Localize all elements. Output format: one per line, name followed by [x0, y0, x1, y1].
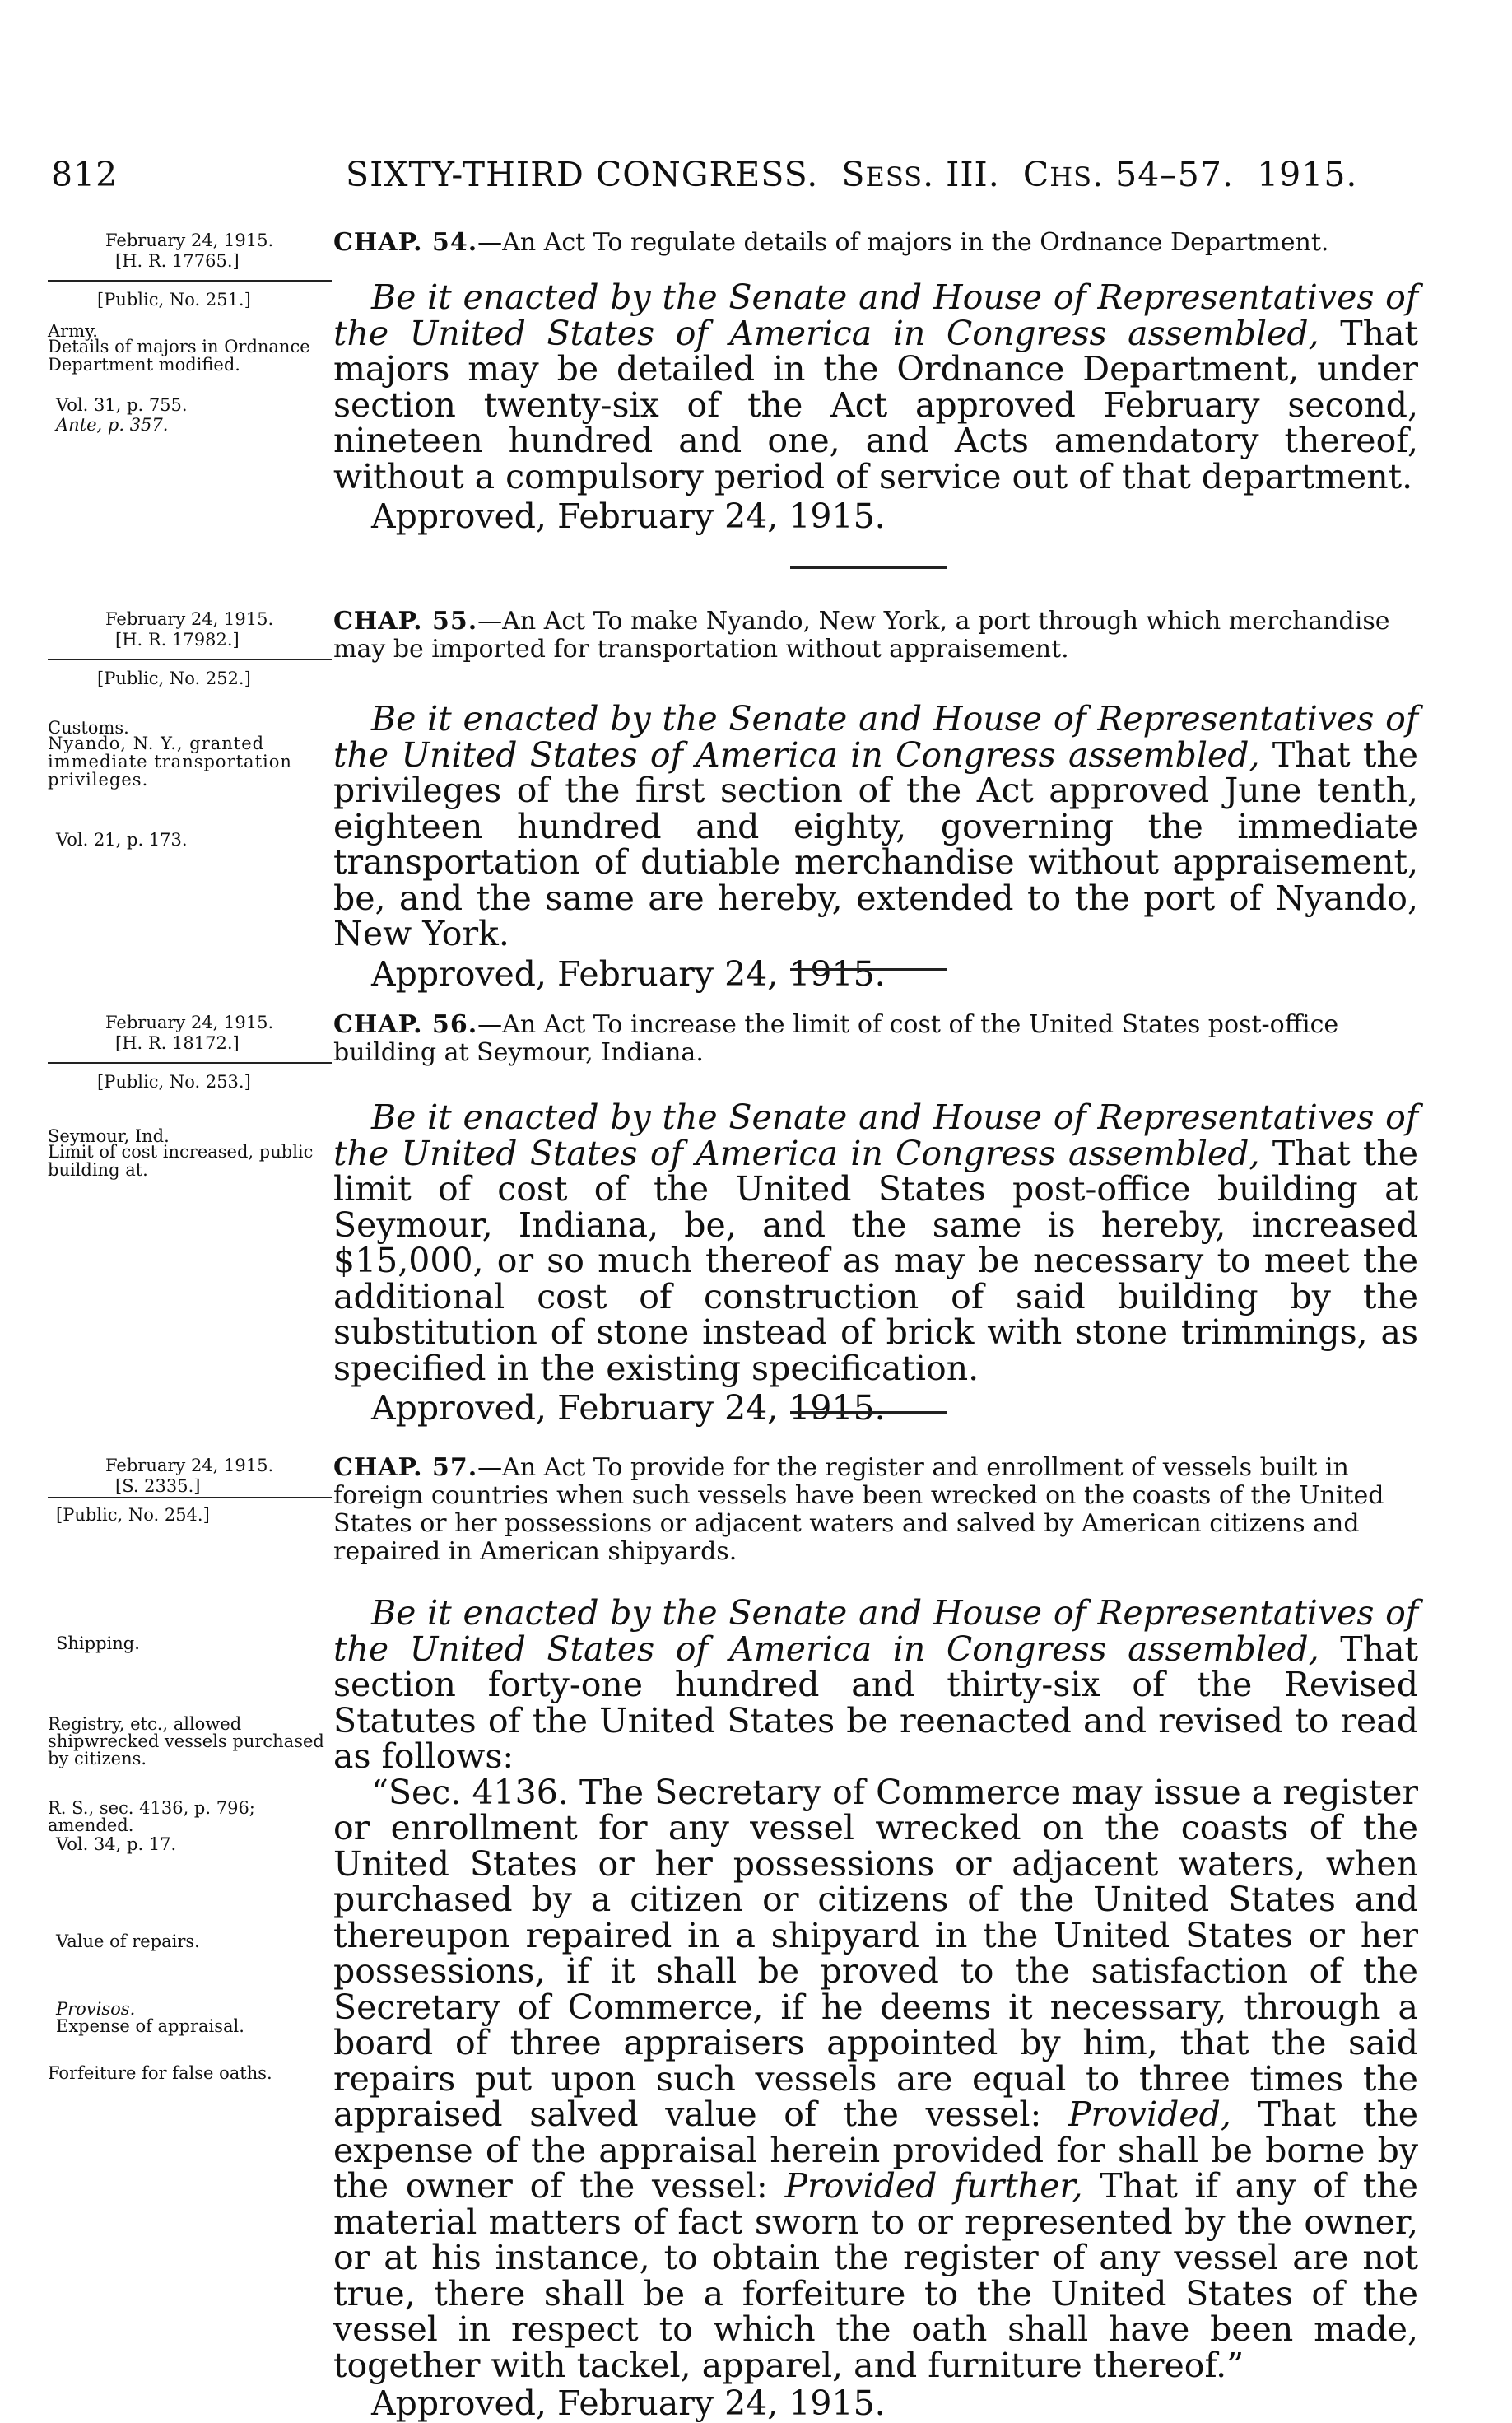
margin-note: Nyando, N. Y., granted immediate transportation privileges. — [48, 734, 292, 790]
margin-notes — [48, 1456, 329, 2083]
approved-line: Approved, February 24, 1915. — [371, 1388, 886, 1428]
session-num: . III. — [923, 155, 1000, 194]
section-divider — [790, 968, 947, 971]
running-head — [346, 155, 1357, 194]
margin-notes — [48, 231, 329, 435]
enacting-paragraph — [333, 277, 1418, 496]
act-date: February 24, 1915. — [105, 1456, 274, 1475]
session-prefix: S — [841, 155, 866, 194]
enacting-clause: Be it enacted by the Senate and House of Representatives of the United States of America in Congress assembled, — [333, 1593, 1418, 1669]
chapter-title-text: —An Act To make Nyando, New York, a port through which merchandise may be imported for transportation without appraisement. — [333, 607, 1390, 664]
chapter-body — [333, 1011, 1418, 1426]
quote-text: That if any of the material matters of fact sworn to or represented by the owner, or at his instance, to obtain the register of any vessel are not true, there shall be a forfeiture to the United States of the vessel in respect to which the oath shall have been made, together with tackel, apparel, and furniture thereof.” — [333, 2166, 1419, 2385]
chapter-body — [333, 1454, 1418, 2421]
act-date: February 24, 1915. — [105, 1013, 274, 1032]
margin-rule — [48, 1062, 332, 1064]
body-text: That section forty-one hundred and thirty-six of the Revised Statutes of the United States be reenacted and revised to read as follows: — [333, 1629, 1418, 1776]
bill-number: [H. R. 17982.] — [115, 630, 240, 650]
bill-number: [H. R. 17765.] — [115, 251, 240, 271]
chapters-num: . 54–57. — [1092, 155, 1235, 194]
margin-rule — [48, 1497, 332, 1498]
chapter-title — [333, 229, 1418, 257]
margin-notes — [48, 1013, 329, 1180]
header-year: 1915. — [1257, 155, 1358, 194]
chapters-rest: HS — [1049, 161, 1093, 193]
act-date: February 24, 1915. — [105, 609, 274, 629]
approved-line: Approved, February 24, 1915. — [371, 953, 886, 994]
chapter-body — [333, 229, 1418, 534]
margin-note: Vol. 31, p. 755. — [56, 395, 188, 415]
public-law-number: [Public, No. 253.] — [97, 1072, 251, 1092]
margin-rule — [48, 280, 332, 282]
enacting-clause: Be it enacted by the Senate and House of Representatives of the United States of America in Congress assembled, — [333, 699, 1418, 775]
chapter-title-text: —An Act To regulate details of majors in the Ordnance Department. — [477, 228, 1329, 257]
enacting-paragraph — [333, 1593, 1418, 1776]
chapter-title — [333, 1454, 1418, 1566]
margin-note: Vol. 34, p. 17. — [56, 1834, 177, 1854]
enacting-clause: Be it enacted by the Senate and House of Representatives of the United States of America in Congress assembled, — [333, 1097, 1418, 1173]
act-date: February 24, 1915. — [105, 231, 274, 250]
section-divider — [790, 566, 947, 569]
margin-note: Limit of cost increased, public building at. — [48, 1142, 314, 1180]
bill-number: [S. 2335.] — [115, 1476, 201, 1496]
bill-number: [H. R. 18172.] — [115, 1033, 240, 1053]
quoted-section — [333, 1772, 1419, 2385]
public-law-number: [Public, No. 254.] — [56, 1505, 210, 1525]
margin-rule — [48, 659, 332, 660]
page-number: 812 — [51, 155, 119, 194]
chapter-title-text: —An Act To increase the limit of cost of the United States post-office building at Seymour, Indiana. — [333, 1010, 1339, 1067]
margin-note: Ante, p. 357. — [56, 415, 169, 435]
margin-note: Forfeiture for false oaths. — [48, 2063, 272, 2083]
public-law-number: [Public, No. 252.] — [97, 669, 251, 688]
running-title: SIXTY-THIRD CONGRESS. — [346, 155, 819, 194]
margin-note: Customs. — [48, 718, 129, 738]
margin-note: Vol. 21, p. 173. — [56, 830, 188, 850]
public-law-number: [Public, No. 251.] — [97, 290, 251, 310]
margin-note: R. S., sec. 4136, p. 796; amended. — [48, 1798, 255, 1835]
chapters-prefix: C — [1022, 155, 1050, 194]
chapter-label: CHAP. 55. — [333, 607, 478, 636]
chapter-label: CHAP. 56. — [333, 1010, 478, 1039]
approved-line: Approved, February 24, 1915. — [371, 496, 886, 536]
enacting-clause: Be it enacted by the Senate and House of Representatives of the United States of America in Congress assembled, — [333, 277, 1418, 353]
approved-line: Approved, February 24, 1915. — [371, 2383, 886, 2423]
section-divider — [790, 1411, 947, 1414]
chapter-label: CHAP. 54. — [333, 228, 478, 257]
body-text: That the privileges of the first section of the Act approved June tenth, eighteen hundred and eighty, governing the immediate transportation of dutiable merchandise without appraisement, be, and the same are hereby, extended to the port of Nyando, New York. — [333, 734, 1418, 953]
margin-note: Shipping. — [56, 1633, 140, 1653]
quote-text: “Sec. 4136. The Secretary of Commerce may issue a register or enrollment for any vessel wrecked on the coasts of the United States or her possessions or adjacent waters, when purchased by a citizen or citizens of the United States and thereupon repaired in a shipyard in the United States or her possessions, if it shall be proved to the satisfaction of the Secretary of Commerce, if he deems it necessary, through a board of three appraisers appointed by him, that the said repairs put upon such vessels are equal to three times the appraised salved value of the vessel: — [333, 1772, 1418, 2134]
margin-note: Provisos. — [56, 1999, 136, 2019]
margin-notes — [48, 609, 329, 850]
chapter-title — [333, 608, 1418, 664]
margin-note: Seymour, Ind. — [48, 1126, 170, 1146]
quote-text: That the expense of the appraisal herein provided for shall be borne by the owner of the vessel: — [333, 2094, 1419, 2206]
margin-note: Details of majors in Ordnance Department modified. — [48, 337, 310, 375]
proviso-label: Provided, — [1068, 2094, 1231, 2134]
margin-note: Registry, etc., allowed shipwrecked vessels purchased by citizens. — [48, 1714, 324, 1768]
margin-note: Expense of appraisal. — [56, 2016, 244, 2036]
enacting-paragraph — [333, 701, 1418, 953]
chapter-label: CHAP. 57. — [333, 1453, 478, 1482]
enacting-paragraph — [333, 1097, 1418, 1388]
chapter-title-text: —An Act To provide for the register and enrollment of vessels built in foreign countries when such vessels have been wrecked on the coasts of the United States or her possessions or adjacent waters and salved by American citizens and repaired in American shipyards. — [333, 1453, 1384, 1566]
body-text: That majors may be detailed in the Ordnance Department, under section twenty-six of the Act approved February second, nineteen hundred and one, and Acts amendatory thereof, without a compulsory period of service out of that department. — [333, 313, 1418, 496]
proviso-label: Provided further, — [784, 2166, 1083, 2206]
chapter-title — [333, 1011, 1418, 1067]
page-header — [51, 155, 1417, 204]
margin-note: Army. — [48, 321, 98, 341]
chapter-body — [333, 608, 1418, 992]
margin-note: Value of repairs. — [56, 1931, 200, 1951]
body-text: That the limit of cost of the United States post-office building at Seymour, Indiana, be, and the same is hereby, increased $15,000, or so much thereof as may be necessary to meet the additional cost of construction of said building by the substitution of stone instead of brick with stone trimmings, as specified in the existing specification. — [333, 1133, 1418, 1388]
session-rest: ESS — [865, 161, 923, 193]
